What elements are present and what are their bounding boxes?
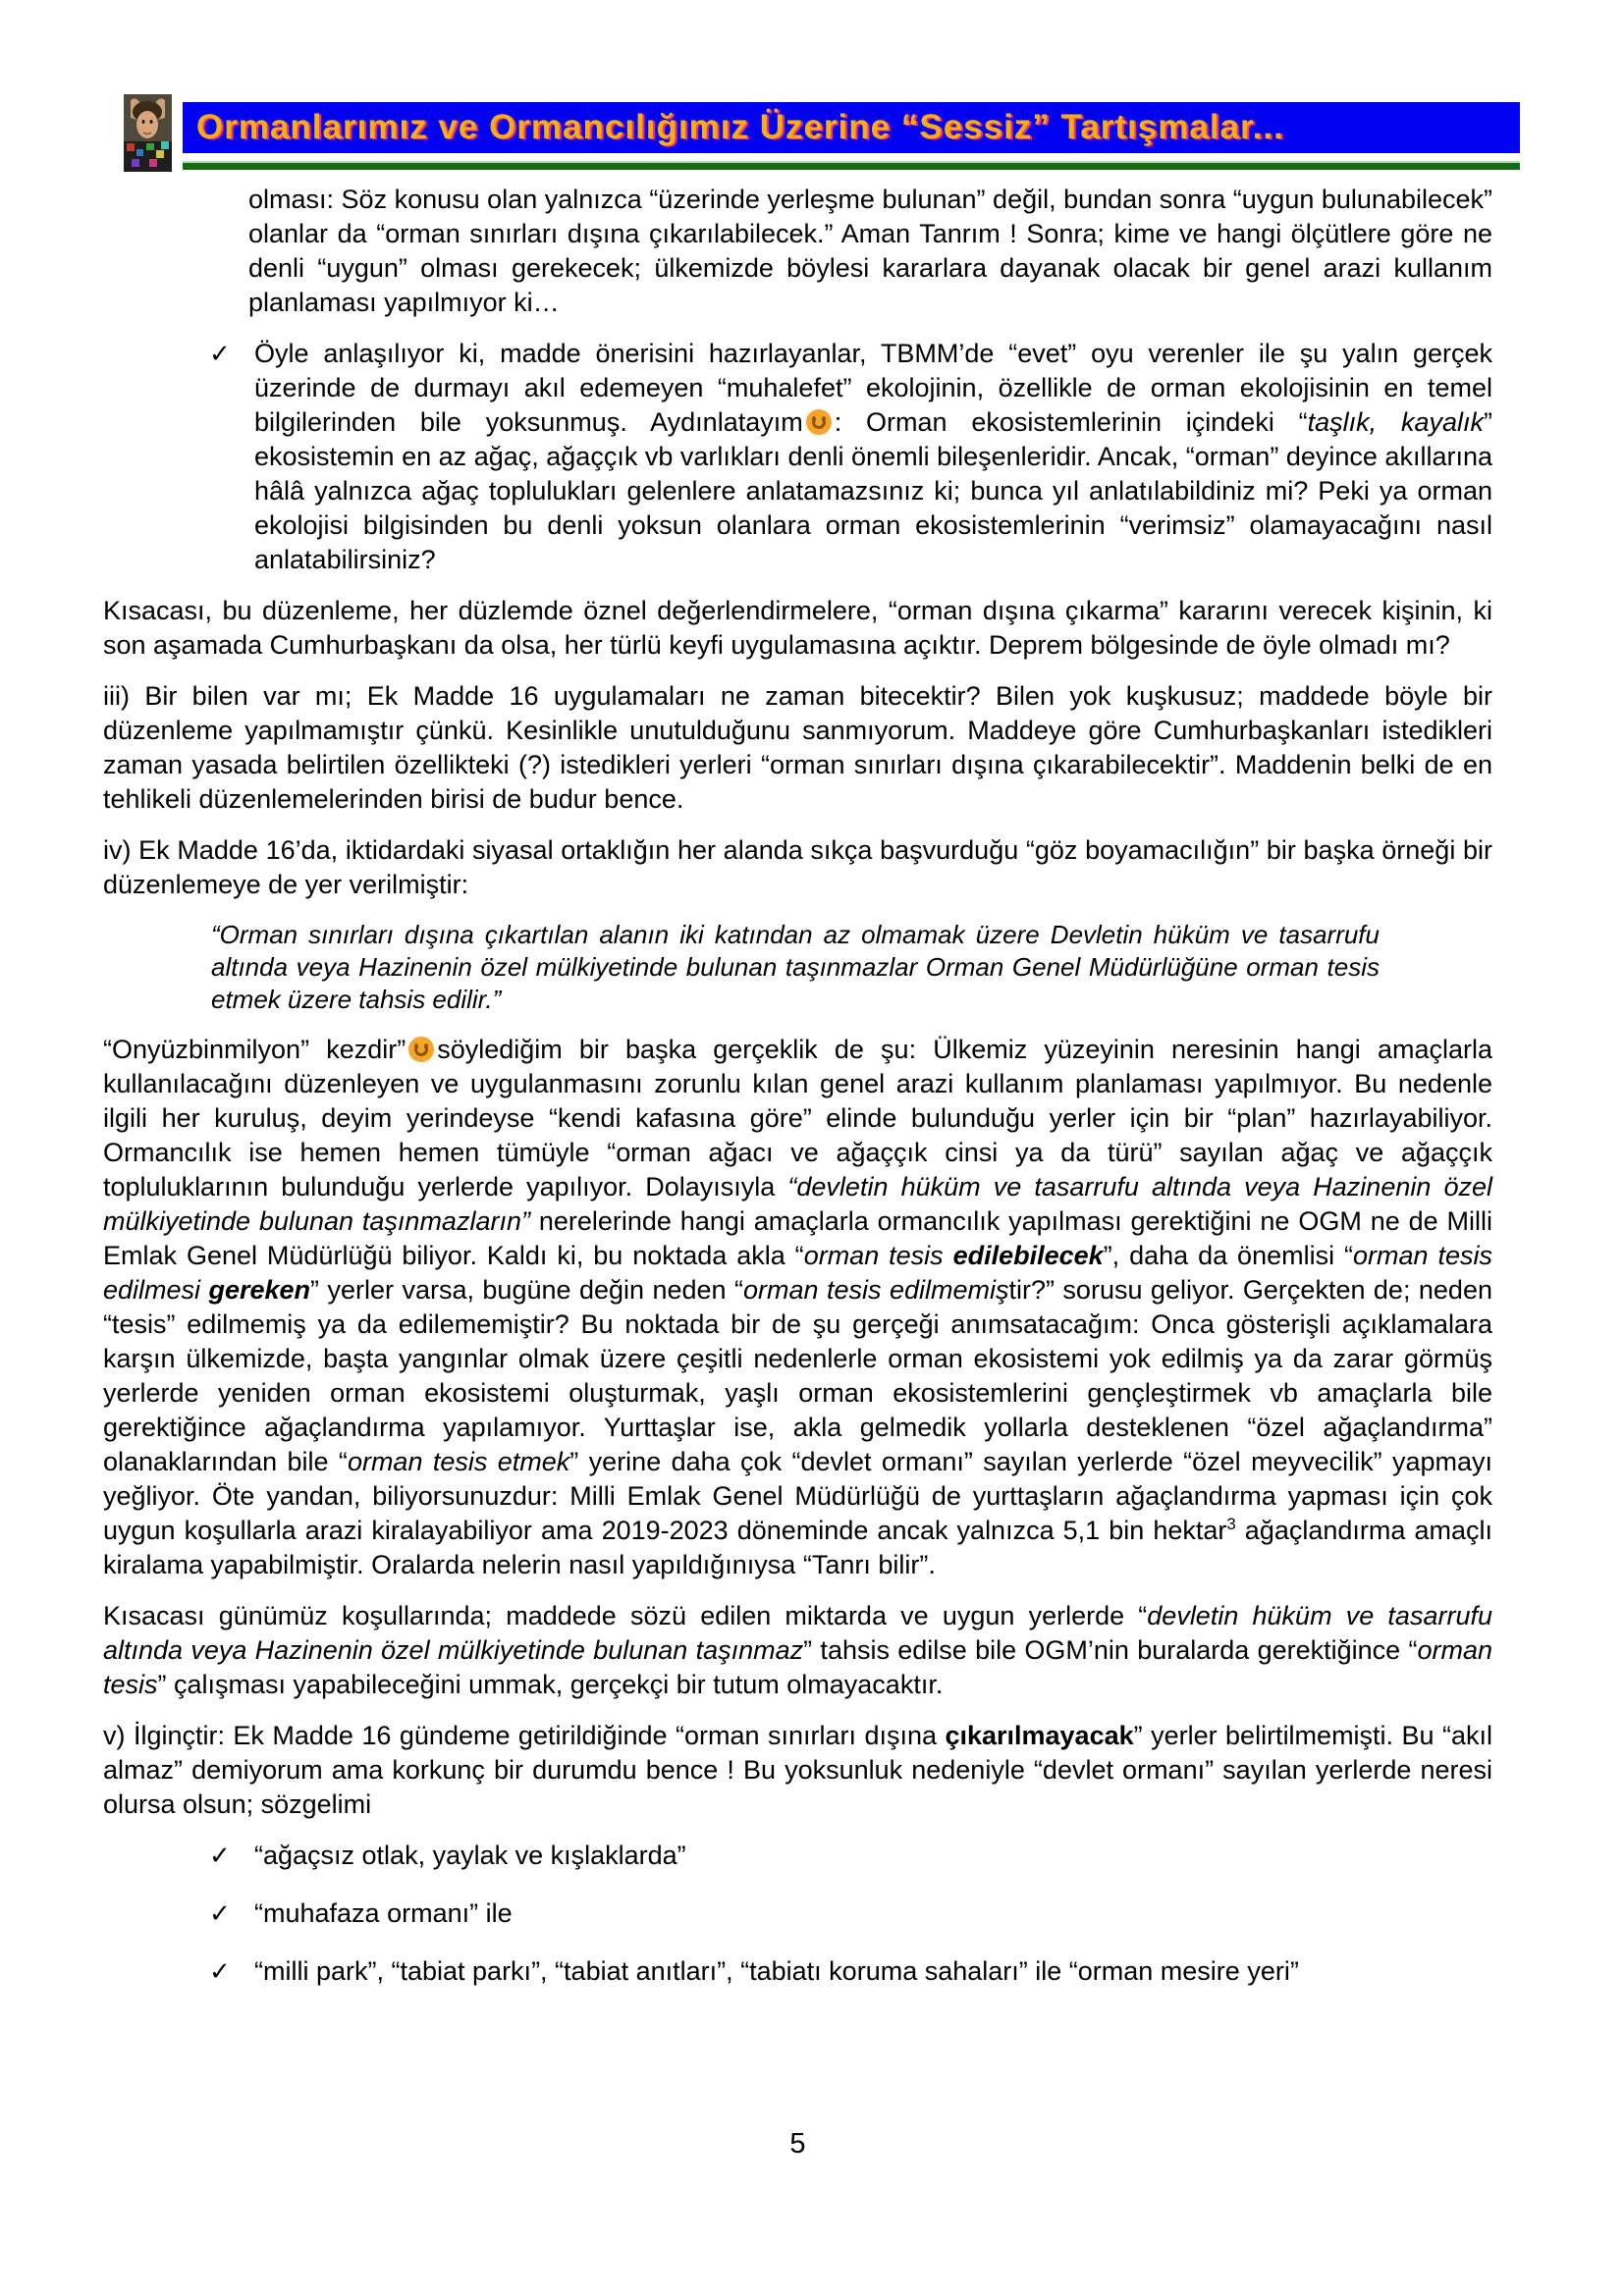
checkmark-icon: ✓: [209, 339, 231, 368]
checkmark-icon: ✓: [209, 1898, 231, 1928]
paragraph: Kısacası, bu düzenleme, her düzlemde öznel değerlendirmelere, “orman dışına çıkarma” kararını verecek kişinin, ki son aşamada Cumhurbaşkanı da olsa, her türlü keyfi uygulamasına açıktır. Deprem bölgesinde de öyle olmadı mı?: [103, 596, 1492, 660]
bullet-item: ✓ “muhafaza ormanı” ile: [209, 1896, 1492, 1931]
document-body: [103, 183, 1492, 2012]
paragraph: “Onyüzbinmilyon” kezdir” söylediğim bir başka gerçeklik de şu: Ülkemiz yüzeyinin neresinin hangi amaçlarla kullanılacağını düzenleyen ve uygulanmasını zorunlu kılan genel arazi kullanım planlaması yapılmıyor. Bu nedenle ilgili her kuruluş, deyim yerindeyse “kendi kafasına göre” elinde bulunduğu yerler için bir “plan” hazırlayabiliyor. Ormancılık ise hemen hemen tümüyle “orman ağacı ve ağaççık cinsi ya da türü” sayılan ağaç ve ağaççık topluluklarının bulunduğu yerlerde yapılıyor. Dolayısıyla “devletin hüküm ve tasarrufu altında veya Hazinenin özel mülkiyetinde bulunan taşınmazların” nerelerinde hangi amaçlarla ormancılık yapılması gerektiğini ne OGM ne de Milli Emlak Genel Müdürlüğü biliyor. Kaldı ki, bu noktada akla “orman tesis edilebilecek”, daha da önemlisi “orman tesis edilmesi gereken” yerler varsa, bugüne değin neden “orman tesis edilmemiştir?” sorusu geliyor. Gerçekten de; neden “tesis” edilmemiş ya da edilememiştir? Bu noktada bir de şu gerçeği anımsatacağım: Onca gösterişli açıklamalara karşın ülkemizde, başta yangınlar olmak üzere çeşitli nedenlerle orman ekosistemi yok edilmiş ya da zarar görmüş yerlerde yeniden orman ekosistemi oluşturmak, yaşlı orman ekosistemlerini gençleştirmek vb amaçlarla bile gerektiğince ağaçlandırma yapılamıyor. Yurttaşlar ise, akla gelmedik yollarla desteklenen “özel ağaçlandırma” olanaklarından bile “orman tesis etmek” yerine daha çok “devlet ormanı” sayılan yerlerde “özel meyvecilik” yapmayı yeğliyor. Öte yandan, biliyorsunuzdur: Milli Emlak Genel Müdürlüğü de yurttaşların ağaçlandırma yapması için çok uygun koşullarla arazi kiralayabiliyor ama 2019-2023 döneminde ancak yalnızca 5,1 bin hektar$^3$ ağaçlandırma amaçlı kiralama yapabilmiştir. Oralarda nelerin nasıl yapıldığınıysa “Tanrı bilir”.: [103, 1035, 1493, 1579]
paragraph: olması: Söz konusu olan yalnızca “üzerinde yerleşme bulunan” değil, bundan sonra “uygun bulunabilecek” olanlar da “orman sınırları dışına çıkarılabilecek.” Aman Tanrım ! Sonra; kime ve hangi ölçütlere göre ne denli “uygun” olması gerekecek; ülkemizde böylesi kararlara dayanak olacak bir genel arazi kullanım planlaması yapılmıyor ki…: [248, 185, 1492, 317]
block-quote: “Orman sınırları dışına çıkartılan alanın iki katından az olmamak üzere Devletin hüküm ve tasarrufu altında veya Hazinenin özel mülkiyetinde bulunan taşınmazlar Orman Genel Müdürlüğüne orman tesis etmek üzere tahsis edilir.”: [211, 920, 1380, 1014]
bullet-item: ✓ Öyle anlaşılıyor ki, madde önerisini hazırlayanlar, TBMM’de “evet” oyu verenler ile şu yalın gerçek üzerinde de durmayı akıl edemeyen “muhalefet” ekolojinin, özellikle de orman ekolojisinin en temel bilgilerinden bile yoksunmuş. Aydınlatayım : Orman ekosistemlerinin içindeki “taşlık, kayalık” ekosistemin en az ağaç, ağaççık vb varlıkları denli önemli bileşenleridir. Ancak, “orman” deyince akıllarına hâlâ yalnızca ağaç toplulukları gelenlere anlatamazsınız ki; bunca yıl anlatılabildiniz mi? Peki ya orman ekolojisi bilgisinden bu denli yoksun olanlara orman ekosistemlerinin “verimsiz” olamayacağını nasıl anlatabilirsiniz?: [209, 337, 1492, 577]
page-number: 5: [789, 2128, 806, 2160]
header-divider-rule: [183, 161, 1520, 170]
paragraph: v) İlginçtir: Ek Madde 16 gündeme getirildiğinde “orman sınırları dışına çıkarılmayacak” yerler belirtilmemişti. Bu “akıl almaz” demiyorum ama korkunç bir durumdu bence ! Bu yoksunluk nedeniyle “devlet ormanı” sayılan yerlerde neresi olursa olsun; sözgelimi: [103, 1721, 1493, 1819]
bullet-item: ✓ “ağaçsız otlak, yaylak ve kışlaklarda”: [209, 1839, 1492, 1873]
smiley-emoji-icon: [408, 1037, 434, 1062]
paragraph: Kısacası günümüz koşullarında; maddede sözü edilen miktarda ve uygun yerlerde “devletin hüküm ve tasarrufu altında veya Hazinenin özel mülkiyetinde bulunan taşınmaz” tahsis edilse bile OGM’nin buralarda gerektiğince “orman tesis” çalışması yapabileceğini ummak, gerçekçi bir tutum olmayacaktır.: [103, 1601, 1492, 1699]
smiley-emoji-icon: [806, 409, 832, 435]
paragraph: iv) Ek Madde 16’da, iktidardaki siyasal ortaklığın her alanda sıkça başvurduğu “göz boyamacılığın” bir başka örneği bir düzenlemeye de yer verilmiştir:: [103, 835, 1492, 899]
bullet-item: ✓ “milli park”, “tabiat parkı”, “tabiat anıtları”, “tabiatı koruma sahaları” ile “orman mesire yeri”: [209, 1954, 1492, 1989]
checkmark-icon: ✓: [209, 1956, 231, 1986]
page-title: Ormanlarımız ve Ormancılığımız Üzerine “Sessiz” Tartışmalar...: [196, 108, 1284, 146]
author-photo: [124, 94, 172, 172]
checkmark-icon: ✓: [209, 1841, 231, 1870]
title-banner: [183, 102, 1520, 153]
paragraph: iii) Bir bilen var mı; Ek Madde 16 uygulamaları ne zaman bitecektir? Bilen yok kuşkusuz; maddede böyle bir düzenleme yapılmamıştır çünkü. Kesinlikle unutulduğunu sanmıyorum. Maddeye göre Cumhurbaşkanları istedikleri zaman yasada belirtilen özellikteki (?) istedikleri yerleri “orman sınırları dışına çıkarabilecektir”. Maddenin belki de en tehlikeli düzenlemelerinden birisi de budur bence.: [103, 681, 1492, 814]
